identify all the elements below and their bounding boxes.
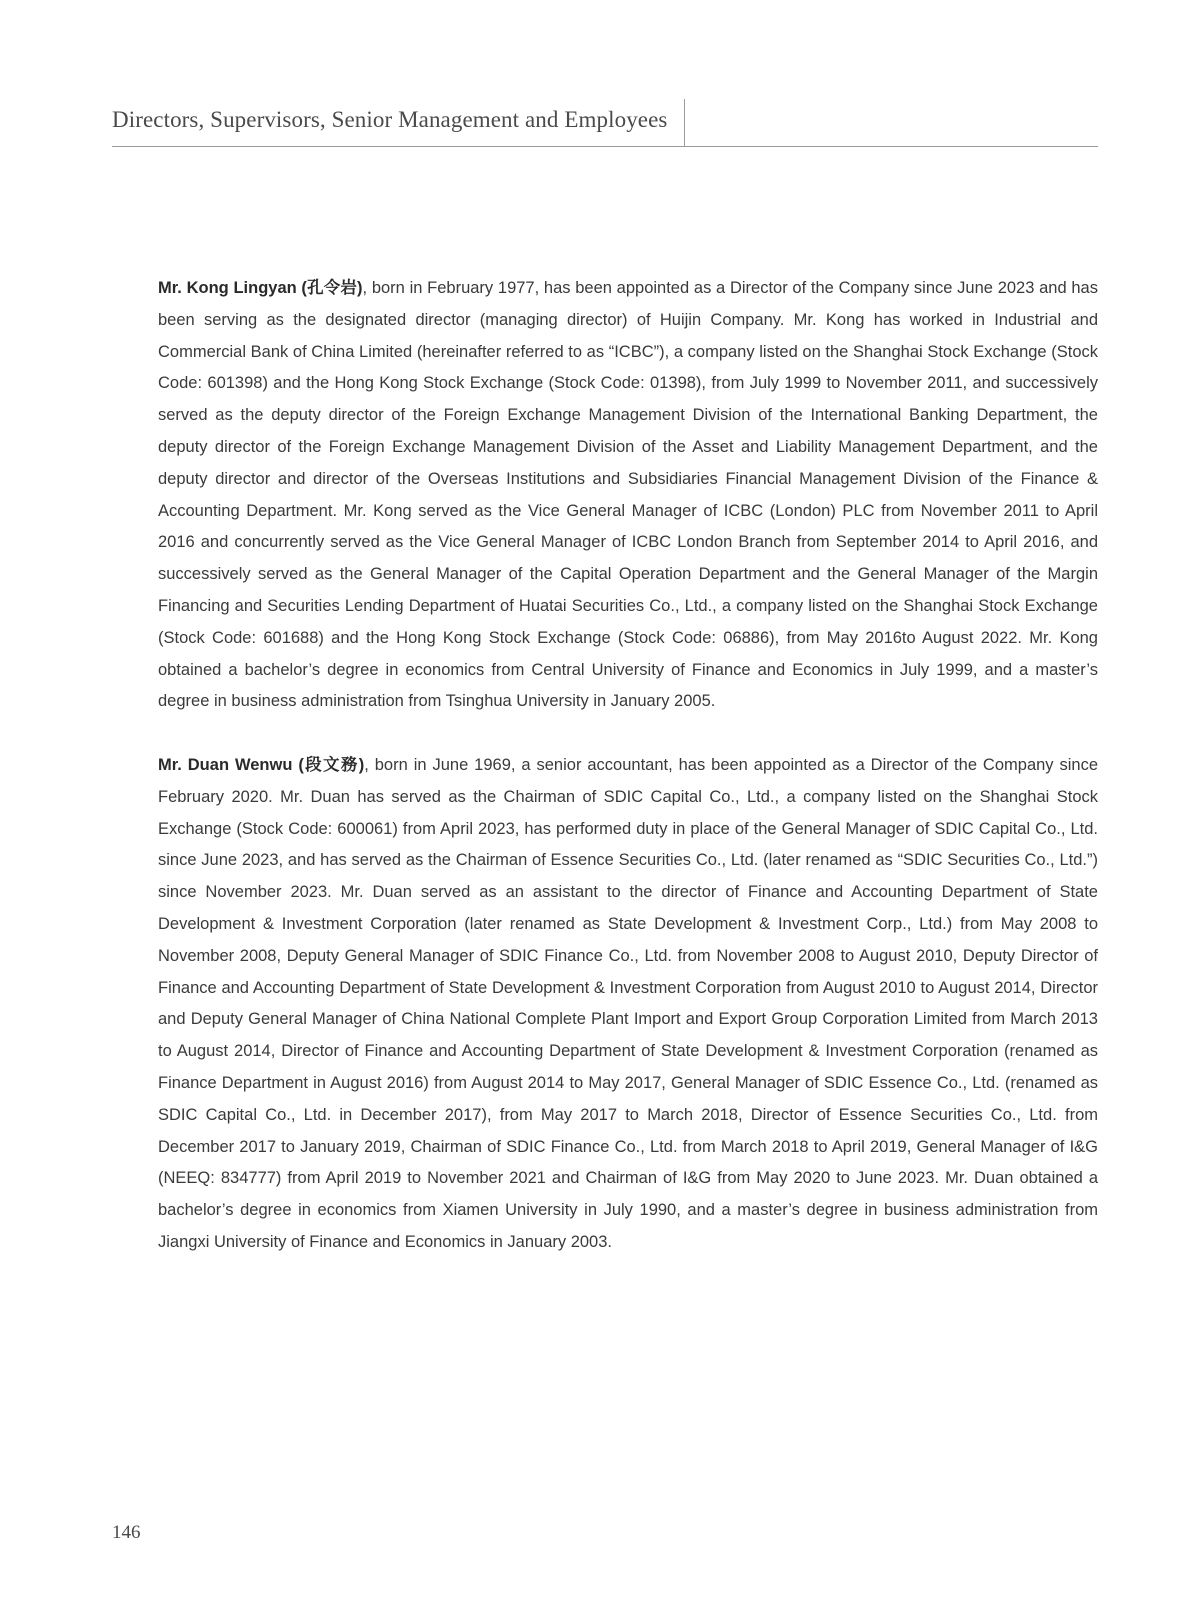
page-header-title: Directors, Supervisors, Senior Management and Employees	[112, 107, 668, 132]
bio-name: Mr. Duan Wenwu (段文務)	[158, 755, 365, 774]
bio-name: Mr. Kong Lingyan (孔令岩)	[158, 279, 363, 297]
bio-paragraph-duan-wenwu	[158, 750, 1098, 1259]
bio-paragraph-kong-lingyan	[158, 273, 1098, 718]
header-horizontal-rule	[112, 146, 1098, 147]
biographies-section	[158, 273, 1098, 1259]
bio-text: , born in June 1969, a senior accountant, has been appointed as a Director of the Company since February 2020. Mr. Duan has served as the Chairman of SDIC Capital Co., Ltd., a company listed on the Shanghai Stock Exchange (Stock Code: 600061) from April 2023, has performed duty in place of the General Manager of SDIC Capital Co., Ltd. since June 2023, and has served as the Chairman of Essence Securities Co., Ltd. (later renamed as “SDIC Securities Co., Ltd.”) since November 2023. Mr. Duan served as an assistant to the director of Finance and Accounting Department of State Development & Investment Corporation (later renamed as State Development & Investment Corp., Ltd.) from May 2008 to November 2008, Deputy General Manager of SDIC Finance Co., Ltd. from November 2008 to August 2010, Deputy Director of Finance and Accounting Department of State Development & Investment Corporation from August 2010 to August 2014, Director and Deputy General Manager of China National Complete Plant Import and Export Group Corporation Limited from March 2013 to August 2014, Director of Finance and Accounting Department of State Development & Investment Corporation (renamed as Finance Department in August 2016) from August 2014 to May 2017, General Manager of SDIC Essence Co., Ltd. (renamed as SDIC Capital Co., Ltd. in December 2017), from May 2017 to March 2018, Director of Essence Securities Co., Ltd. from December 2017 to January 2019, Chairman of SDIC Finance Co., Ltd. from March 2018 to April 2019, General Manager of I&G (NEEQ: 834777) from April 2019 to November 2021 and Chairman of I&G from May 2020 to June 2023. Mr. Duan obtained a bachelor’s degree in economics from Xiamen University in July 1990, and a master’s degree in business administration from Jiangxi University of Finance and Economics in January 2003.	[158, 755, 1098, 1251]
header-vertical-divider	[684, 99, 685, 146]
bio-text: , born in February 1977, has been appointed as a Director of the Company since June 2023 and has been serving as the designated director (managing director) of Huijin Company. Mr. Kong has worked in Industrial and Commercial Bank of China Limited (hereinafter referred to as “ICBC”), a company listed on the Shanghai Stock Exchange (Stock Code: 601398) and the Hong Kong Stock Exchange (Stock Code: 01398), from July 1999 to November 2011, and successively served as the deputy director of the Foreign Exchange Management Division of the International Banking Department, the deputy director of the Foreign Exchange Management Division of the Asset and Liability Management Department, and the deputy director and director of the Overseas Institutions and Subsidiaries Financial Management Division of the Finance & Accounting Department. Mr. Kong served as the Vice General Manager of ICBC (London) PLC from November 2011 to April 2016 and concurrently served as the Vice General Manager of ICBC London Branch from September 2014 to April 2016, and successively served as the General Manager of the Capital Operation Department and the General Manager of the Margin Financing and Securities Lending Department of Huatai Securities Co., Ltd., a company listed on the Shanghai Stock Exchange (Stock Code: 601688) and the Hong Kong Stock Exchange (Stock Code: 06886), from May 2016to August 2022. Mr. Kong obtained a bachelor’s degree in economics from Central University of Finance and Economics in July 1999, and a master’s degree in business administration from Tsinghua University in January 2005.	[158, 279, 1098, 711]
page-number: 146	[112, 1522, 141, 1543]
